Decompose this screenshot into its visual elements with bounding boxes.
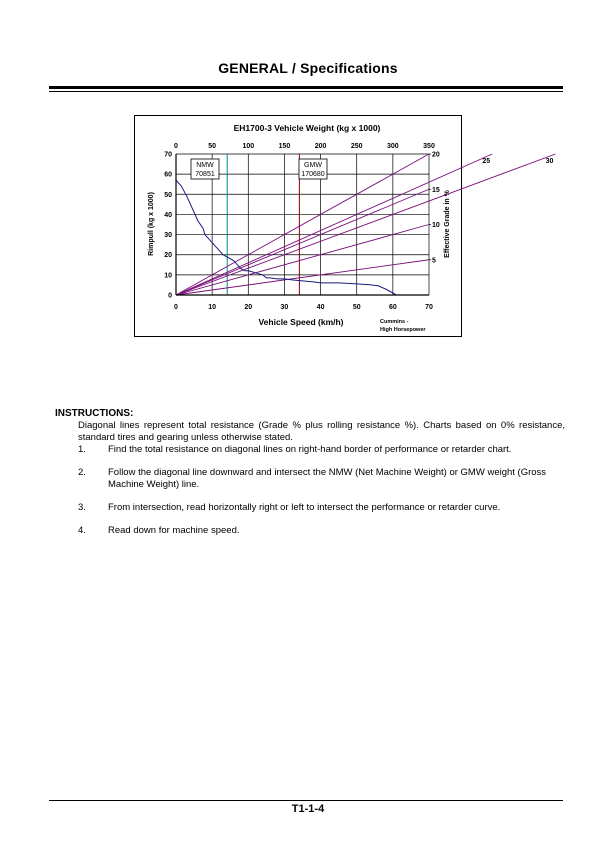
weight-tick-label: 250 (350, 143, 363, 150)
weight-tick-label: 150 (278, 143, 291, 150)
instructions-intro: Diagonal lines represent total resistance (Grade % plus rolling resistance %). Charts based on 0% resistance, standard tires and gearing unless otherwise stated. (78, 420, 565, 443)
chart-note-line-2: High Horsepower (380, 327, 426, 333)
weight-tick-label: 100 (242, 143, 255, 150)
x-tick-label: 70 (425, 304, 433, 311)
performance-curve (176, 180, 397, 295)
grade-label: 5 (432, 257, 436, 265)
y-tick-label: 70 (164, 151, 172, 159)
y-tick-label: 10 (164, 272, 172, 280)
step-text: Read down for machine speed. (108, 525, 240, 536)
weight-tick-label: 0 (174, 143, 178, 150)
step-number: 4. (78, 525, 86, 536)
weight-marker-label: GMW (304, 162, 322, 169)
weight-tick-label: 350 (423, 143, 435, 150)
grade-label: 10 (432, 222, 440, 229)
x-tick-label: 30 (280, 304, 289, 311)
step-number: 2. (78, 467, 86, 478)
instructions-heading: INSTRUCTIONS: (55, 408, 134, 419)
x-tick-label: 50 (352, 304, 361, 311)
weight-tick-label: 50 (208, 143, 217, 150)
y-axis-label: Rimpull (kg x 1000) (148, 192, 155, 256)
y-tick-label: 0 (168, 292, 172, 300)
step-number: 1. (78, 444, 86, 455)
instruction-step (78, 444, 565, 456)
chart-note-line-1: Cummins - (380, 319, 409, 325)
y2-axis-label: Effective Grade in % (444, 190, 451, 258)
performance-chart (134, 115, 554, 337)
weight-marker-value: 170680 (301, 171, 325, 178)
instruction-step (78, 467, 565, 491)
x-tick-label: 0 (174, 304, 178, 311)
chart-title: EH1700-3 Vehicle Weight (kg x 1000) (233, 123, 381, 133)
grade-label: 25 (482, 158, 491, 165)
instruction-step (78, 502, 565, 514)
page-title: GENERAL / Specifications (218, 60, 398, 76)
grade-label: 20 (432, 151, 440, 159)
y-tick-label: 40 (164, 211, 172, 219)
header-rule-thin (49, 91, 563, 92)
grade-line (176, 151, 556, 295)
weight-tick-label: 300 (387, 143, 399, 150)
y-tick-label: 30 (164, 232, 172, 240)
footer-rule (49, 800, 563, 801)
x-tick-label: 10 (208, 304, 217, 311)
grade-label: 30 (545, 158, 554, 165)
x-tick-label: 60 (388, 304, 397, 311)
weight-tick-label: 200 (314, 143, 327, 150)
header-rule-thick (49, 86, 563, 89)
grade-label: 15 (432, 186, 440, 194)
weight-marker-label: NMW (196, 162, 214, 169)
grade-line (176, 260, 429, 295)
instruction-step (78, 525, 565, 537)
step-number: 3. (78, 502, 86, 513)
grade-line (176, 189, 429, 295)
x-axis-label: Vehicle Speed (km/h) (258, 317, 344, 327)
step-text: Find the total resistance on diagonal lines on right-hand border of performance or retarder chart. (108, 444, 512, 455)
instructions-section (55, 408, 565, 537)
grade-line (176, 225, 429, 296)
weight-marker-value: 70851 (195, 171, 215, 178)
step-text: From intersection, read horizontally right or left to intersect the performance or retarder curve. (108, 502, 501, 513)
y-tick-label: 50 (164, 191, 172, 199)
x-tick-label: 20 (244, 304, 253, 311)
y-tick-label: 20 (164, 252, 172, 260)
x-tick-label: 40 (316, 304, 325, 311)
y-tick-label: 60 (164, 171, 172, 179)
chart-canvas (135, 116, 554, 336)
step-text: Follow the diagonal line downward and intersect the NMW (Net Machine Weight) or GMW weight (Gross Machine Weight) line. (108, 467, 547, 490)
page-code: T1-1-4 (291, 803, 325, 815)
